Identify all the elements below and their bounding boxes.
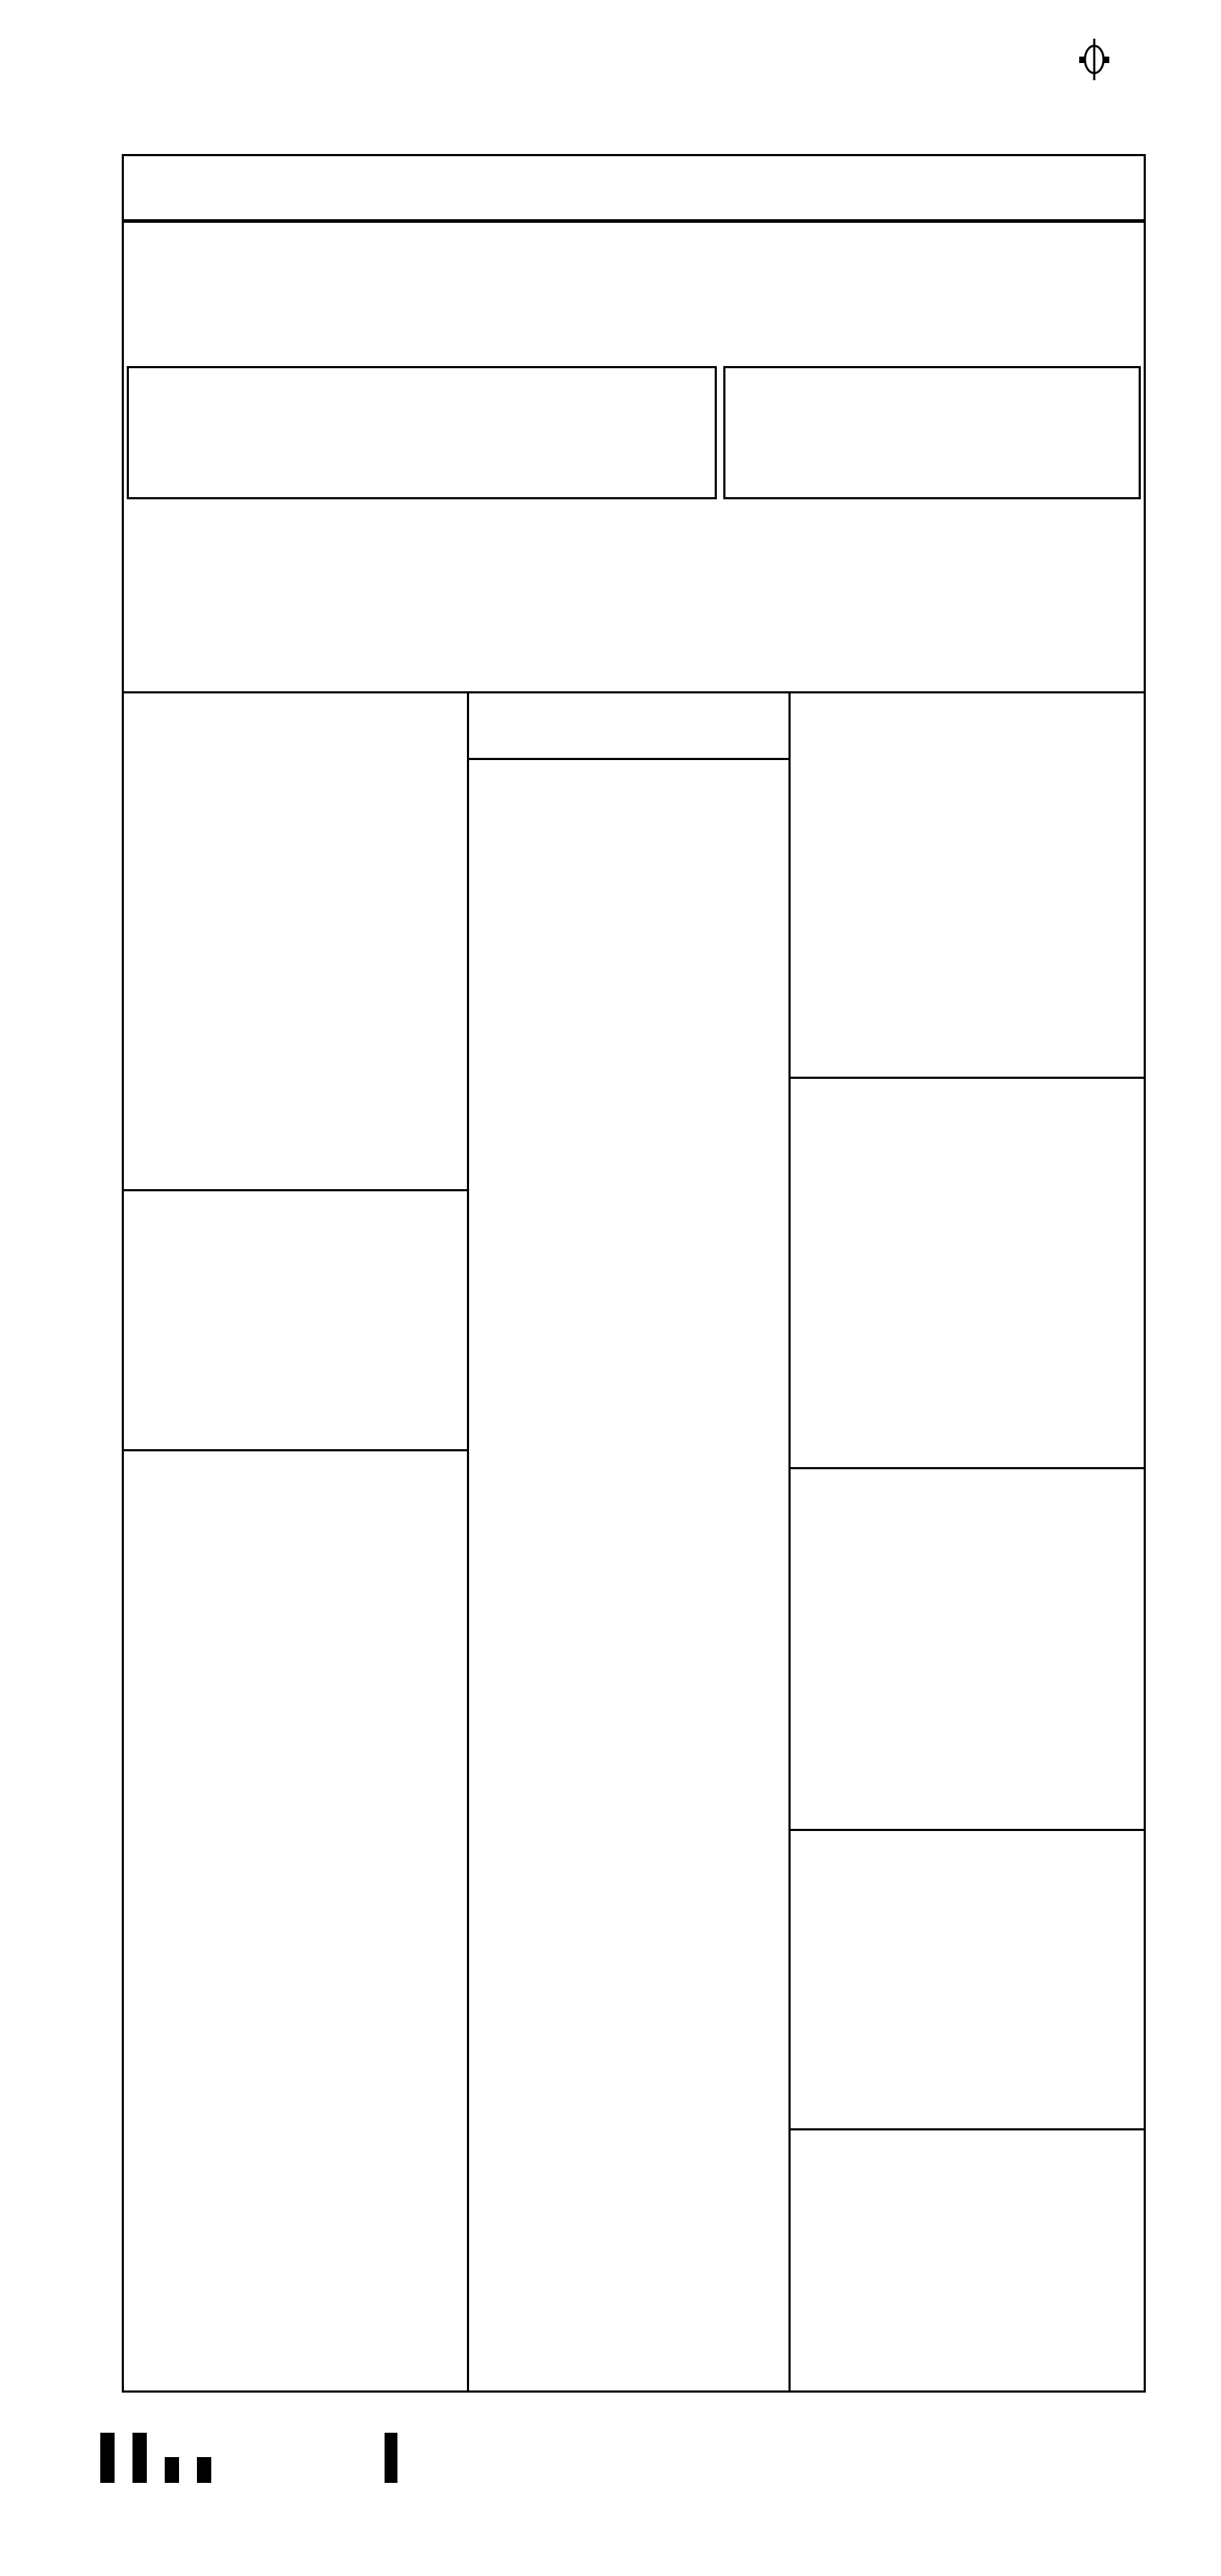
stub-bar: [385, 2433, 397, 2483]
special-election-header: [469, 693, 788, 760]
barcode-mark: [100, 2433, 115, 2483]
race-psc-mcdonald: [791, 1079, 1144, 1469]
mistake-section: [124, 506, 1144, 691]
race-state-rep-177th: [791, 2130, 1144, 2390]
column-right: [791, 693, 1144, 2393]
county-header: [124, 156, 1144, 223]
ballot-body: [122, 154, 1146, 2393]
barcode-mark: [197, 2457, 211, 2483]
race-us-senate: [124, 1191, 467, 1451]
race-state-senator-8th: [791, 1831, 1144, 2130]
to-vote-box: [127, 366, 717, 499]
race-us-rep-8th: [791, 1469, 1144, 1831]
column-left: [124, 693, 467, 2393]
ballot-title-section: [124, 223, 1144, 366]
race-us-senate-special: [469, 760, 788, 2390]
column-middle: [467, 693, 791, 2393]
ballot-barcode: [100, 2433, 229, 2483]
race-president: [124, 693, 467, 1191]
barcode-mark: [165, 2457, 179, 2483]
race-psc-shaw: [791, 693, 1144, 1079]
warning-box: [723, 366, 1141, 499]
barcode-mark: [132, 2433, 147, 2483]
registration-crosshair-icon: [1074, 37, 1114, 82]
instructions-row: [124, 366, 1144, 506]
race-columns: [124, 691, 1144, 2393]
